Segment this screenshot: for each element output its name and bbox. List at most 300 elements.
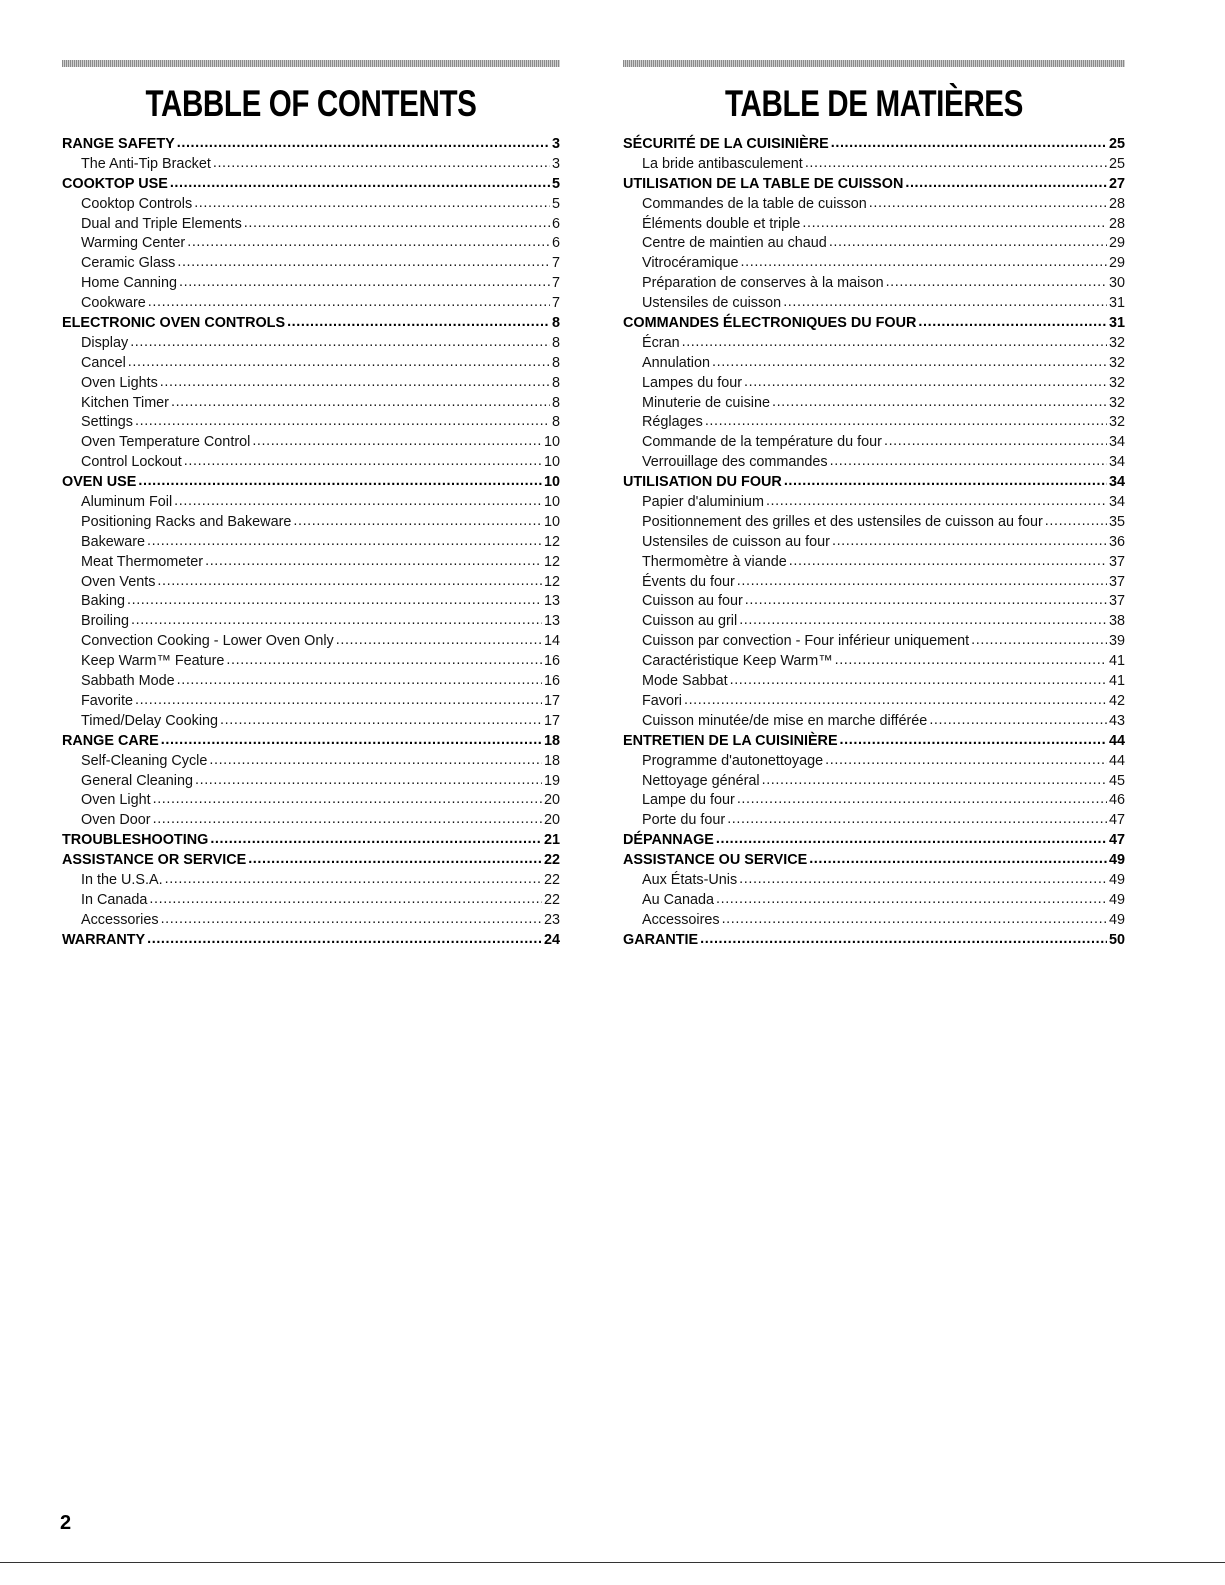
toc-entry-label: Oven Light [81,792,151,809]
toc-subsection-entry [62,791,560,811]
toc-entry-label: Sabbath Mode [81,673,175,690]
toc-entry-label: WARRANTY [62,931,146,948]
toc-entry-page: 17 [543,692,560,709]
toc-entry-page: 3 [551,136,560,152]
toc-subsection-entry [62,652,560,672]
toc-entry-label: Aux États-Unis [642,871,738,888]
toc-subsection-entry [62,513,560,533]
toc-entry-page: 12 [543,573,560,590]
dot-leader [293,512,542,532]
toc-section-entry [62,473,560,493]
toc-entry-label: RANGE SAFETY [62,136,175,152]
toc-entry-page: 5 [551,195,560,212]
toc-subsection-entry [623,413,1125,433]
toc-entry-page: 37 [1108,593,1125,610]
toc-entry-page: 43 [1108,712,1125,729]
toc-entry-page: 17 [543,712,560,729]
toc-entry-label: Broiling [81,613,129,630]
top-rule [623,60,1125,67]
toc-subsection-entry [62,752,560,772]
dot-leader [336,631,542,651]
dot-leader [805,154,1107,174]
toc-entry-label: COMMANDES ÉLECTRONIQUES DU FOUR [623,315,917,332]
toc-entry-label: The Anti-Tip Bracket [81,155,211,172]
toc-entry-page: 13 [543,613,560,630]
toc-entry-label: Porte du four [642,812,726,829]
toc-section-entry [62,732,560,752]
toc-entry-label: Préparation de conserves à la maison [642,275,884,292]
dot-leader [840,731,1107,751]
toc-subsection-entry [62,334,560,354]
toc-entry-label: Commandes de la table de cuisson [642,195,867,212]
toc-entry-label: Convection Cooking - Lower Oven Only [81,633,334,650]
toc-subsection-entry [62,215,560,235]
dot-leader [722,910,1107,930]
toc-entry-page: 49 [1108,911,1125,928]
dot-leader [825,751,1107,771]
toc-entry-page: 7 [551,275,560,292]
toc-entry-page: 32 [1108,374,1125,391]
toc-entry-label: Positioning Racks and Bakeware [81,513,292,530]
toc-entry-page: 10 [543,454,560,471]
toc-entry-label: Warming Center [81,235,186,252]
toc-entry-label: Oven Door [81,812,151,829]
toc-subsection-entry [62,871,560,891]
toc-entry-page: 29 [1108,235,1125,252]
toc-entry-page: 24 [543,931,560,948]
toc-entry-page: 49 [1108,891,1125,908]
toc-entry-label: Cuisson au gril [642,613,738,630]
toc-entry-label: COOKTOP USE [62,175,168,192]
english-toc-column [62,60,560,951]
toc-section-entry [623,473,1125,493]
toc-section-entry [623,732,1125,752]
dot-leader [716,830,1107,850]
dot-leader [832,532,1107,552]
toc-entry-label: Réglages [642,414,703,431]
dot-leader [194,194,550,214]
toc-entry-page: 22 [543,891,560,908]
toc-entry-label: Ustensiles de cuisson au four [642,533,830,550]
toc-entry-label: Keep Warm™ Feature [81,653,225,670]
toc-entry-page: 42 [1108,692,1125,709]
toc-entry-label: Thermomètre à viande [642,553,787,570]
toc-entry-label: Timed/Delay Cooking [81,712,219,729]
toc-entry-label: Cooktop Controls [81,195,193,212]
dot-leader [831,134,1107,154]
toc-entry-page: 32 [1108,354,1125,371]
toc-entry-page: 7 [551,255,560,272]
dot-leader [226,651,542,671]
toc-subsection-entry [623,155,1125,175]
toc-entry-label: Ustensiles de cuisson [642,295,782,312]
toc-entry-label: Accessories [81,911,159,928]
toc-subsection-entry [623,612,1125,632]
toc-entry-label: Lampes du four [642,374,742,391]
toc-section-entry [623,931,1125,951]
toc-entry-page: 8 [551,414,560,431]
toc-entry-label: DÉPANNAGE [623,832,714,849]
toc-entry-page: 19 [543,772,560,789]
dot-leader [220,711,542,731]
dot-leader [869,194,1107,214]
toc-entry-label: UTILISATION DU FOUR [623,474,782,491]
toc-entry-page: 38 [1108,613,1125,630]
dot-leader [716,890,1107,910]
toc-entry-label: ASSISTANCE OU SERVICE [623,852,808,869]
toc-entry-label: Positionnement des grilles et des ustensiles de cuisson au four [642,513,1043,530]
toc-entry-label: La bride antibasculement [642,155,803,172]
toc-subsection-entry [62,891,560,911]
toc-entry-label: RANGE CARE [62,732,159,749]
toc-entry-label: General Cleaning [81,772,193,789]
toc-entry-label: GARANTIE [623,931,699,948]
toc-entry-label: In the U.S.A. [81,871,163,888]
toc-entry-page: 21 [543,832,560,849]
dot-leader [772,393,1107,413]
toc-entry-page: 37 [1108,573,1125,590]
dot-leader [161,731,542,751]
toc-entry-page: 10 [543,494,560,511]
dot-leader [802,214,1107,234]
toc-entry-page: 47 [1108,812,1125,829]
dot-leader [705,412,1107,432]
toc-entry-label: Vitrocéramique [642,255,739,272]
toc-entry-label: Oven Temperature Control [81,434,251,451]
toc-entry-page: 32 [1108,414,1125,431]
dot-leader [830,452,1107,472]
toc-subsection-entry [623,891,1125,911]
toc-subsection-entry [623,394,1125,414]
dot-leader [918,313,1107,333]
toc-entry-label: Évents du four [642,573,735,590]
toc-entry-page: 27 [1108,175,1125,192]
toc-subsection-entry [623,573,1125,593]
toc-entry-page: 12 [543,533,560,550]
dot-leader [248,850,542,870]
toc-entry-label: Ceramic Glass [81,255,176,272]
toc-entry-page: 49 [1108,871,1125,888]
toc-entry-page: 8 [551,374,560,391]
toc-entry-page: 8 [551,315,560,332]
toc-entry-page: 25 [1108,155,1125,172]
dot-leader [174,492,542,512]
dot-leader [148,293,550,313]
dot-leader [161,910,542,930]
toc-entry-page: 39 [1108,633,1125,650]
dot-leader [177,671,542,691]
toc-section-entry [62,314,560,334]
toc-subsection-entry [62,553,560,573]
page-number: 2 [60,1512,72,1534]
dot-leader [244,214,550,234]
toc-entry-label: Cookware [81,295,146,312]
toc-section-entry [623,851,1125,871]
toc-entry-label: Centre de maintien au chaud [642,235,827,252]
toc-entry-page: 46 [1108,792,1125,809]
toc-subsection-entry [62,911,560,931]
toc-entry-label: Cancel [81,354,126,371]
toc-entry-page: 23 [543,911,560,928]
toc-subsection-entry [62,155,560,175]
dot-leader [684,691,1107,711]
dot-leader [737,572,1107,592]
toc-entry-page: 34 [1108,454,1125,471]
dot-leader [128,353,550,373]
toc-entry-label: Bakeware [81,533,145,550]
toc-entry-page: 41 [1108,673,1125,690]
toc-subsection-entry [623,592,1125,612]
dot-leader [712,353,1107,373]
toc-entry-label: Favori [642,692,682,709]
dot-leader [127,591,542,611]
toc-entry-label: Aluminum Foil [81,494,173,511]
toc-entry-page: 41 [1108,653,1125,670]
dot-leader [809,850,1107,870]
toc-subsection-entry [623,433,1125,453]
toc-section-entry [62,831,560,851]
toc-subsection-entry [623,811,1125,831]
toc-section-entry [62,175,560,195]
toc-entry-page: 8 [551,394,560,411]
toc-subsection-entry [62,573,560,593]
toc-subsection-entry [623,294,1125,314]
toc-entry-label: TROUBLESHOOTING [62,832,209,849]
toc-subsection-entry [623,553,1125,573]
toc-subsection-entry [62,433,560,453]
toc-entry-page: 44 [1108,752,1125,769]
toc-entry-label: Commande de la température du four [642,434,882,451]
toc-entry-page: 10 [543,513,560,530]
toc-entry-page: 8 [551,354,560,371]
toc-section-entry [623,314,1125,334]
bottom-rule [0,1562,1225,1563]
toc-entry-label: Annulation [642,354,711,371]
toc-entry-label: ASSISTANCE OR SERVICE [62,852,247,869]
toc-entry-page: 20 [543,792,560,809]
toc-section-entry [62,931,560,951]
toc-entry-label: Home Canning [81,275,177,292]
toc-entry-label: Oven Lights [81,374,158,391]
toc-entry-label: Cuisson par convection - Four inférieur uniquement [642,633,970,650]
toc-subsection-entry [62,612,560,632]
toc-section-entry [62,135,560,155]
toc-entry-page: 28 [1108,215,1125,232]
toc-subsection-entry [623,254,1125,274]
toc-entry-page: 45 [1108,772,1125,789]
toc-entry-label: Lampe du four [642,792,735,809]
toc-entry-label: Éléments double et triple [642,215,801,232]
toc-subsection-entry [62,254,560,274]
toc-entry-label: Baking [81,593,126,610]
toc-subsection-entry [623,752,1125,772]
dot-leader [171,393,550,413]
dot-leader [157,572,542,592]
dot-leader [886,273,1107,293]
toc-subsection-entry [62,493,560,513]
dot-leader [741,253,1107,273]
toc-entry-page: 31 [1108,315,1125,332]
toc-subsection-entry [62,354,560,374]
toc-entry-page: 6 [551,235,560,252]
toc-entry-page: 16 [543,673,560,690]
dot-leader [130,333,550,353]
toc-subsection-entry [623,533,1125,553]
toc-entry-label: Accessoires [642,911,720,928]
dot-leader [184,452,542,472]
dot-leader [739,870,1107,890]
toc-section-entry [623,831,1125,851]
toc-subsection-entry [623,672,1125,692]
toc-entry-page: 16 [543,653,560,670]
toc-subsection-entry [623,493,1125,513]
dot-leader [745,591,1107,611]
toc-entry-page: 12 [543,553,560,570]
toc-subsection-entry [623,374,1125,394]
toc-entry-page: 10 [543,474,560,491]
toc-entry-label: Dual and Triple Elements [81,215,242,232]
toc-entry-label: Kitchen Timer [81,394,169,411]
dot-leader [744,373,1107,393]
toc-entry-page: 3 [551,155,560,172]
dot-leader [135,412,550,432]
toc-entry-page: 5 [551,175,560,192]
toc-entry-label: ELECTRONIC OVEN CONTROLS [62,315,286,332]
dot-leader [177,253,550,273]
toc-entry-label: Meat Thermometer [81,553,204,570]
dot-leader [170,174,550,194]
toc-entry-page: 34 [1108,434,1125,451]
toc-entry-page: 13 [543,593,560,610]
toc-entry-label: Programme d'autonettoyage [642,752,824,769]
toc-subsection-entry [62,294,560,314]
toc-section-entry [62,851,560,871]
toc-list-english [62,135,560,951]
toc-subsection-entry [62,772,560,792]
dot-leader [700,930,1107,950]
dot-leader [252,432,542,452]
toc-subsection-entry [623,453,1125,473]
dot-leader [149,890,542,910]
toc-entry-label: Cuisson au four [642,593,743,610]
dot-leader [213,154,550,174]
dot-leader [153,810,542,830]
toc-subsection-entry [62,811,560,831]
toc-entry-label: Minuterie de cuisine [642,394,770,411]
toc-subsection-entry [62,394,560,414]
toc-entry-label: Oven Vents [81,573,156,590]
toc-entry-page: 8 [551,334,560,351]
toc-subsection-entry [623,513,1125,533]
dot-leader [209,751,542,771]
toc-subsection-entry [62,692,560,712]
toc-entry-page: 47 [1108,832,1125,849]
toc-list-french [623,135,1125,951]
toc-entry-page: 30 [1108,275,1125,292]
toc-section-entry [623,175,1125,195]
toc-subsection-entry [62,453,560,473]
toc-entry-page: 6 [551,215,560,232]
toc-entry-page: 22 [543,871,560,888]
toc-entry-page: 32 [1108,334,1125,351]
toc-subsection-entry [623,234,1125,254]
dot-leader [195,771,542,791]
dot-leader [138,472,542,492]
dot-leader [971,631,1107,651]
toc-entry-page: 35 [1108,513,1125,530]
toc-entry-page: 49 [1108,852,1125,869]
toc-entry-page: 18 [543,752,560,769]
toc-subsection-entry [62,672,560,692]
dot-leader [727,810,1107,830]
dot-leader [187,233,550,253]
toc-subsection-entry [62,374,560,394]
toc-title-french: TABLE DE MATIÈRES [725,83,1023,124]
dot-leader [165,870,542,890]
toc-entry-page: 44 [1108,732,1125,749]
toc-entry-page: 25 [1108,136,1125,152]
toc-entry-label: Mode Sabbat [642,673,728,690]
toc-entry-page: 10 [543,434,560,451]
toc-entry-page: 22 [543,852,560,869]
dot-leader [739,611,1107,631]
dot-leader [177,134,550,154]
toc-entry-page: 36 [1108,533,1125,550]
dot-leader [783,293,1107,313]
toc-entry-label: OVEN USE [62,474,137,491]
toc-subsection-entry [623,334,1125,354]
french-toc-column [623,60,1125,951]
toc-subsection-entry [623,692,1125,712]
toc-subsection-entry [62,533,560,553]
toc-entry-label: ENTRETIEN DE LA CUISINIÈRE [623,732,838,749]
dot-leader [147,532,542,552]
dot-leader [682,333,1107,353]
toc-subsection-entry [623,911,1125,931]
dot-leader [766,492,1107,512]
dot-leader [210,830,542,850]
toc-entry-label: Control Lockout [81,454,182,471]
toc-entry-label: Nettoyage général [642,772,760,789]
toc-subsection-entry [623,712,1125,732]
toc-entry-label: Papier d'aluminium [642,494,764,511]
toc-entry-page: 34 [1108,494,1125,511]
toc-entry-page: 18 [543,732,560,749]
dot-leader [905,174,1107,194]
toc-entry-label: Écran [642,334,680,351]
toc-entry-label: Self-Cleaning Cycle [81,752,208,769]
toc-entry-label: In Canada [81,891,148,908]
dot-leader [153,790,542,810]
toc-entry-page: 7 [551,295,560,312]
toc-entry-label: Verrouillage des commandes [642,454,828,471]
dot-leader [730,671,1107,691]
toc-entry-label: Cuisson minutée/de mise en marche différée [642,712,928,729]
dot-leader [929,711,1107,731]
dot-leader [784,472,1107,492]
dot-leader [287,313,550,333]
toc-entry-page: 29 [1108,255,1125,272]
toc-entry-page: 20 [543,812,560,829]
toc-subsection-entry [623,652,1125,672]
dot-leader [179,273,550,293]
dot-leader [884,432,1107,452]
toc-entry-label: Display [81,334,129,351]
toc-entry-page: 50 [1108,931,1125,948]
toc-entry-label: Au Canada [642,891,715,908]
toc-entry-label: Settings [81,414,133,431]
toc-entry-page: 14 [543,633,560,650]
